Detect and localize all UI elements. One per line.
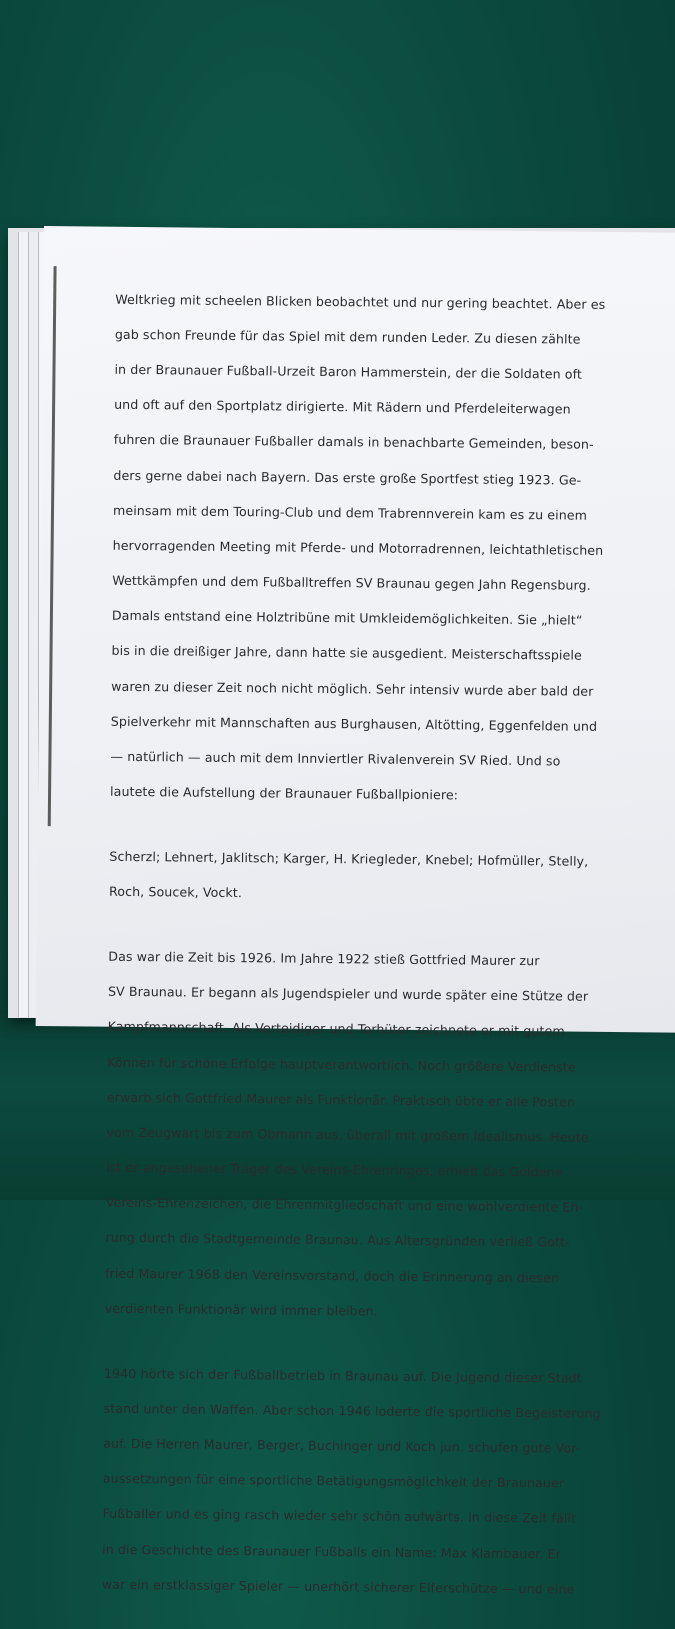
text-line: — natürlich — auch mit dem Innviertler Rivalenverein SV Ried. Und so (110, 748, 561, 769)
text-line: lautete die Aufstellung der Braunauer Fußballpioniere: (110, 783, 459, 803)
text-line: gab schon Freunde für das Spiel mit dem runden Leder. Zu diesen zählte (114, 326, 581, 347)
text-line: auf. Die Herren Maurer, Berger, Buchinger und Koch jun. schufen gute Vor- (103, 1435, 581, 1456)
text-line: verdienten Funktionär wird immer bleiben. (104, 1300, 378, 1319)
paragraph-4 (101, 1347, 601, 1616)
text-line: und oft auf den Sportplatz dirigierte. Mit Rädern und Pferdeleiterwagen (114, 396, 571, 417)
text-line: aussetzungen für eine sportliche Betätigungsmöglichkeit der Braunauer (102, 1470, 565, 1491)
text-line: Spielverkehr mit Mannschaften aus Burghausen, Altötting, Eggenfelden und (110, 713, 598, 734)
text-line: fried Maurer 1968 den Vereinsvorstand, doch die Erinnerung an diesen (104, 1265, 560, 1286)
text-line: stand unter den Waffen. Aber schon 1946 loderte die sportliche Begeisterung (103, 1400, 601, 1421)
text-line: Weltkrieg mit scheelen Blicken beobachtet und nur gering beachtet. Aber es (115, 291, 606, 312)
text-line: ders gerne dabei nach Bayern. Das erste große Sportfest stieg 1923. Ge- (113, 467, 582, 488)
text-line: SV Braunau. Er begann als Jugendspieler und wurde später eine Stütze der (107, 983, 589, 1004)
text-line: ist er angesehener Träger des Vereins-Ehrenringes, erhielt das Goldene (106, 1159, 563, 1180)
text-line: Damals entstand eine Holztribüne mit Umkleidemöglichkeiten. Sie „hielt“ (111, 608, 583, 628)
text-line: Das war die Zeit bis 1926. Im Jahre 1922 stieß Gottfried Maurer zur (108, 948, 540, 969)
text-line: Vereins-Ehrenzeichen, die Ehrenmitgliedschaft und eine wohlverdiente Eh- (105, 1194, 584, 1215)
text-line: in die Geschichte des Braunauer Fußballs ein Name: Max Klambauer. Er (102, 1541, 562, 1562)
text-line: Scherzl; Lehnert, Jaklitsch; Karger, H. Kriegleder, Knebel; Hofmüller, Stelly, (109, 848, 589, 869)
text-line: rung durch die Stadtgemeinde Braunau. Aus Altersgründen verließ Gott- (105, 1230, 570, 1251)
text-line: hervorragenden Meeting mit Pferde- und Motorradrennen, leichtathletischen (112, 537, 604, 558)
text-line: erwarb sich Gottfried Maurer als Funktionär. Praktisch übte er alle Posten (106, 1089, 576, 1110)
text-line: Können für schöne Erfolge hauptverantwortlich. Noch größere Verdienste (107, 1054, 576, 1075)
text-line: in der Braunauer Fußball-Urzeit Baron Hammerstein, der die Soldaten oft (114, 361, 583, 382)
text-line: war ein erstklassiger Spieler — unerhört sicherer Elferschütze — und eine (101, 1576, 575, 1597)
paragraph-2 (109, 830, 590, 923)
paragraph-3 (104, 930, 588, 1340)
text-line: waren zu dieser Zeit noch nicht möglich. Sehr intensiv wurde aber bald der (111, 678, 594, 699)
book-page (36, 226, 675, 1597)
page-text (101, 273, 606, 1628)
text-line: Roch, Soucek, Vockt. (108, 883, 243, 901)
text-line: Kampfmannschaft. Als Verteidiger und Torhüter zeichnete er mit gutem (107, 1019, 565, 1039)
paragraph-1 (110, 273, 606, 823)
text-line: fuhren die Braunauer Fußballer damals in benachbarte Gemeinden, beson- (113, 432, 594, 453)
text-line: Fußballer und es ging rasch wieder sehr schön aufwärts. In diese Zeit fällt (102, 1506, 577, 1527)
margin-bar (48, 266, 57, 826)
text-line: meinsam mit dem Touring-Club und dem Trabrennverein kam es zu einem (112, 502, 588, 523)
text-line: bis in die dreißiger Jahre, dann hatte sie ausgedient. Meisterschaftsspiele (111, 643, 582, 664)
text-line: vom Zeugwart bis zum Obmann aus, überall mit großem Idealismus. Heute (106, 1124, 589, 1145)
text-line: 1940 hörte sich der Fußballbetrieb in Braunau auf. Die Jugend dieser Stadt (103, 1365, 582, 1386)
text-line: Wettkämpfen und dem Fußballtreffen SV Braunau gegen Jahn Regensburg. (112, 572, 591, 593)
